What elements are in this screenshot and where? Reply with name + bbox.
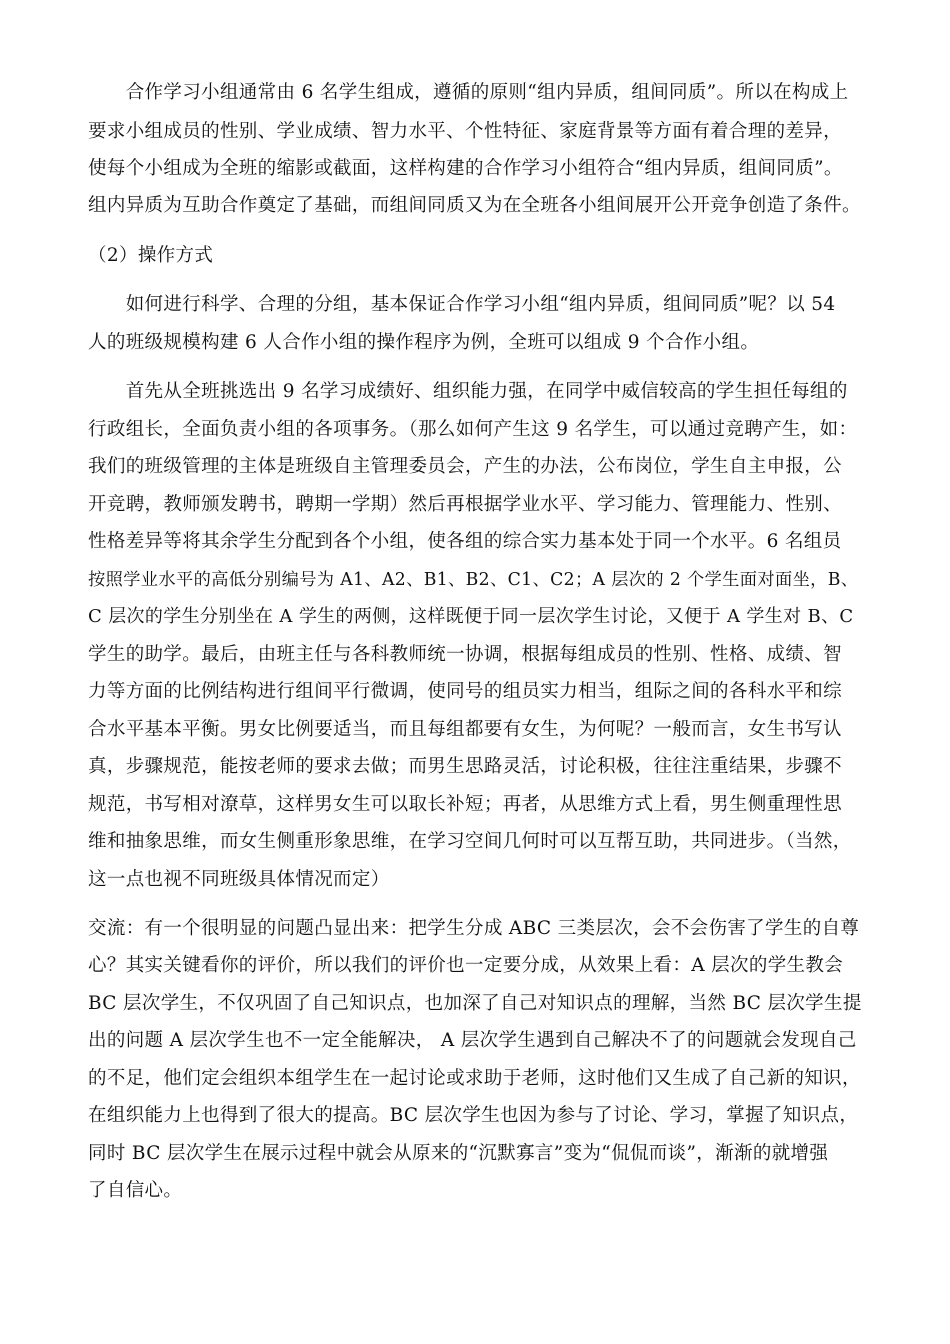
paragraph-line: 首先从全班挑选出 9 名学习成绩好、组织能力强，在同学中威信较高的学生担任每组的 — [88, 381, 848, 402]
paragraph-line: BC 层次学生，不仅巩固了自己知识点，也加深了自己对知识点的理解，当然 BC 层次学生提 — [88, 993, 862, 1014]
paragraph-line: 合作学习小组通常由 6 名学生组成，遵循的原则“组内异质，组间同质”。所以在构成上 — [88, 82, 849, 103]
section-heading: （2）操作方式 — [88, 245, 214, 266]
paragraph-line: 合水平基本平衡。男女比例要适当，而且每组都要有女生，为何呢？一般而言，女生书写认 — [88, 719, 843, 740]
paragraph-line: 学生的助学。最后，由班主任与各科教师统一协调，根据每组成员的性别、性格、成绩、智 — [88, 644, 843, 665]
paragraph-line: 在组织能力上也得到了很大的提高。BC 层次学生也因为参与了讨论、学习，掌握了知识点， — [88, 1105, 859, 1126]
paragraph-line: C 层次的学生分别坐在 A 学生的两侧，这样既便于同一层次学生讨论，又便于 A 学生对 B、C — [88, 606, 854, 627]
paragraph-line: 真，步骤规范，能按老师的要求去做；而男生思路灵活，讨论积极，往往注重结果，步骤不 — [88, 756, 843, 777]
paragraph-line: 这一点也视不同班级具体情况而定） — [88, 869, 390, 890]
paragraph-line: 出的问题 A 层次学生也不一定全能解决， A 层次学生遇到自己解决不了的问题就会发现自己 — [88, 1030, 857, 1051]
paragraph-line: 心？其实关键看你的评价，所以我们的评价也一定要分成，从效果上看：A 层次的学生教会 — [88, 955, 844, 976]
paragraph-line: 如何进行科学、合理的分组，基本保证合作学习小组“组内异质，组间同质”呢？以 54 — [88, 294, 836, 315]
paragraph-line: 组内异质为互助合作奠定了基础，而组间同质又为在全班各小组间展开公开竞争创造了条件。 — [88, 195, 861, 216]
paragraph-line: 维和抽象思维，而女生侧重形象思维，在学习空间几何时可以互帮互助，共同进步。（当然， — [88, 831, 852, 852]
paragraph-line: 我们的班级管理的主体是班级自主管理委员会，产生的办法，公布岗位，学生自主申报，公 — [88, 456, 843, 477]
paragraph-line: 的不足，他们定会组织本组学生在一起讨论或求助于老师，这时他们又生成了自己新的知识， — [88, 1068, 861, 1089]
paragraph-line: 力等方面的比例结构进行组间平行微调，使同号的组员实力相当，组际之间的各科水平和综 — [88, 681, 843, 702]
paragraph-line: 同时 BC 层次学生在展示过程中就会从原来的“沉默寡言”变为“侃侃而谈”，渐渐的就增强 — [88, 1143, 829, 1164]
paragraph-line: 行政组长，全面负责小组的各项事务。（那么如何产生这 9 名学生，可以通过竞聘产生，如： — [88, 419, 858, 440]
paragraph-line: 性格差异等将其余学生分配到各个小组，使各组的综合实力基本处于同一个水平。6 名组员 — [88, 531, 842, 552]
paragraph-line: 了自信心。 — [88, 1180, 183, 1201]
paragraph-line: 使每个小组成为全班的缩影或截面，这样构建的合作学习小组符合“组内异质，组间同质”。 — [88, 158, 843, 179]
paragraph-line: 交流：有一个很明显的问题凸显出来：把学生分成 ABC 三类层次，会不会伤害了学生的自尊 — [88, 918, 860, 939]
paragraph-line: 要求小组成员的性别、学业成绩、智力水平、个性特征、家庭背景等方面有着合理的差异， — [88, 121, 843, 142]
paragraph-line: 按照学业水平的高低分别编号为 A1、A2、B1、B2、C1、C2；A 层次的 2 个学生面对面坐，B、 — [88, 570, 859, 590]
paragraph-line: 开竞聘，教师颁发聘书，聘期一学期）然后再根据学业水平、学习能力、管理能力、性别、 — [88, 494, 843, 515]
paragraph-line: 规范，书写相对潦草，这样男女生可以取长补短；再者，从思维方式上看，男生侧重理性思 — [88, 794, 843, 815]
paragraph-line: 人的班级规模构建 6 人合作小组的操作程序为例，全班可以组成 9 个合作小组。 — [88, 332, 760, 353]
